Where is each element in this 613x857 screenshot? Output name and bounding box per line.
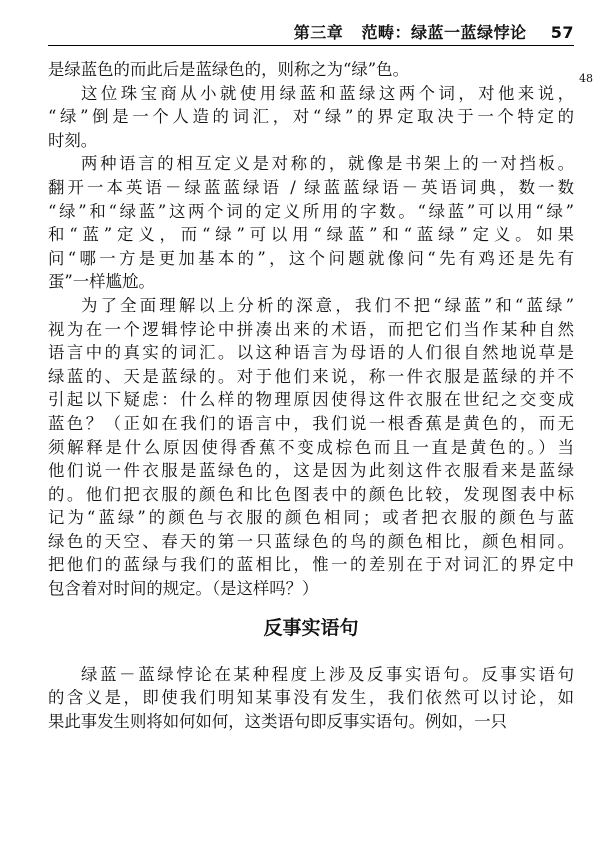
final-paragraph [48,663,574,734]
page-number: 57 [550,23,574,42]
text-line: “绿”和“绿蓝”这两个词的定义所用的字数。“绿蓝”可以用“绿” [48,201,574,221]
text-line: 的。他们把衣服的颜色和比色图表中的颜色比较，发现图表中标 [48,484,574,504]
text-line: 翻开一本英语－绿蓝蓝绿语 / 绿蓝蓝绿语－英语词典，数一数 [48,177,574,197]
paragraph [48,58,574,82]
running-header [48,20,574,44]
text-line: 包含着对时间的规定。（是这样吗？） [48,579,319,599]
text-line: 视为在一个逻辑悖论中拼凑出来的术语，而把它们当作某种自然 [48,319,574,339]
text-line: 引起以下疑虑：什么样的物理原因使得这件衣服在世纪之交变成 [48,390,574,410]
header-text [294,20,574,43]
text-line: “绿”倒是一个人造的词汇，对“绿”的界定取决于一个特定的 [48,107,574,127]
header-title: 范畴：绿蓝一蓝绿悖论 [361,23,527,42]
paragraph [48,152,574,294]
text-line: 问“哪一方是更加基本的”，这个问题就像问“先有鸡还是先有 [48,248,574,268]
text-line: 记为“蓝绿”的颜色与衣服的颜色相同；或者把衣服的颜色与蓝 [48,508,574,528]
text-line: 语言中的真实的词汇。以这种语言为母语的人们很自然地说草是 [48,343,574,363]
text-line: 须解释是什么原因使得香蕉不变成棕色而且一直是黄色的。）当 [48,437,574,457]
text-line: 时刻。 [48,130,98,150]
text-line: 是绿蓝色的而此后是蓝绿色的，则称之为“绿”色。 [48,60,409,79]
paragraph [48,663,574,734]
text-line: 绿蓝－蓝绿悖论在某种程度上涉及反事实语句。反事实语句 [81,664,574,684]
paragraph [48,294,574,601]
header-rule [48,45,574,46]
text-line: 他们说一件衣服是蓝绿色的，这是因为此刻这件衣服看来是蓝绿 [48,461,574,481]
section-title: 反事实语句 [263,616,359,639]
header-chapter: 第三章 [293,23,344,42]
text-line: 蓝色？（正如在我们的语言中，我们说一根香蕉是黄色的，而无 [48,413,574,433]
text-line: 绿色的天空、春天的第一只蓝绿色的鸟的颜色相比，颜色相同。 [48,531,574,551]
paragraphs [48,58,574,601]
text-line: 的含义是，即使我们明知某事没有发生，我们依然可以讨论，如 [48,688,574,708]
text-line: 蛋”一样尴尬。 [48,272,155,292]
text-line: 为了全面理解以上分析的深意，我们不把“绿蓝”和“蓝绿” [81,295,574,315]
text-line: 这位珠宝商从小就使用绿蓝和蓝绿这两个词，对他来说， [81,83,574,103]
paragraph [48,82,574,153]
text-line: 绿蓝的、天是蓝绿的。对于他们来说，称一件衣服是蓝绿的并不 [48,366,574,386]
text-line: 两种语言的相互定义是对称的，就像是书架上的一对挡板。 [81,154,574,174]
page-body [48,58,574,733]
text-line: 果此事发生则将如何如何，这类语句即反事实语句。例如，一只 [48,711,507,731]
margin-page-number: 48 [579,72,593,85]
text-line: 把他们的蓝绿与我们的蓝相比，惟一的差别在于对词汇的界定中 [48,555,574,575]
text-line: 和“蓝”定义，而“绿”可以用“绿蓝”和“蓝绿”定义。如果 [48,225,574,245]
